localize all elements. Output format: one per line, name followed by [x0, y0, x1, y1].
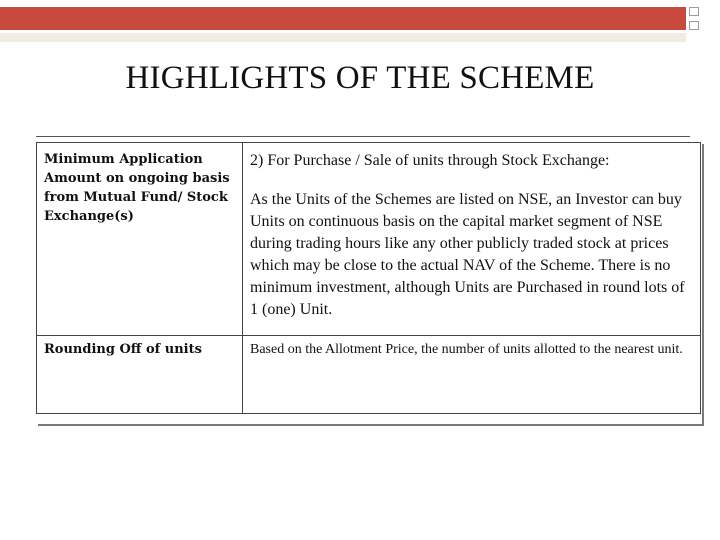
corner-square-icon — [689, 7, 699, 16]
sub-accent-bar — [0, 32, 686, 42]
value-paragraph: 2) For Purchase / Sale of units through Stock Exchange: — [250, 152, 610, 169]
scheme-table — [36, 142, 701, 414]
table-shadow — [702, 144, 704, 426]
table-row — [37, 143, 701, 336]
value-paragraph: As the Units of the Schemes are listed on NSE, an Investor can buy Units on continuous basis on the capital market segment of NSE during trading hours like any other publicly traded stock at prices which may be close to the actual NAV of the Scheme. There is no minimum investment, although Units are Purchased in round lots of 1 (one) Unit. — [250, 191, 685, 318]
row-value — [243, 336, 701, 414]
row-value — [243, 143, 701, 336]
title-divider — [36, 136, 690, 137]
slide-title: HIGHLIGHTS OF THE SCHEME — [125, 60, 595, 96]
accent-bar — [0, 7, 686, 30]
row-label: Minimum Application Amount on ongoing basis from Mutual Fund/ Stock Exchange(s) — [37, 143, 243, 336]
table-shadow — [38, 424, 704, 426]
header-decoration — [0, 7, 700, 41]
row-label: Rounding Off of units — [37, 336, 243, 414]
value-paragraph: Based on the Allotment Price, the number of units allotted to the nearest unit. — [250, 342, 683, 357]
corner-square-icon — [689, 21, 699, 30]
table-row — [37, 336, 701, 414]
